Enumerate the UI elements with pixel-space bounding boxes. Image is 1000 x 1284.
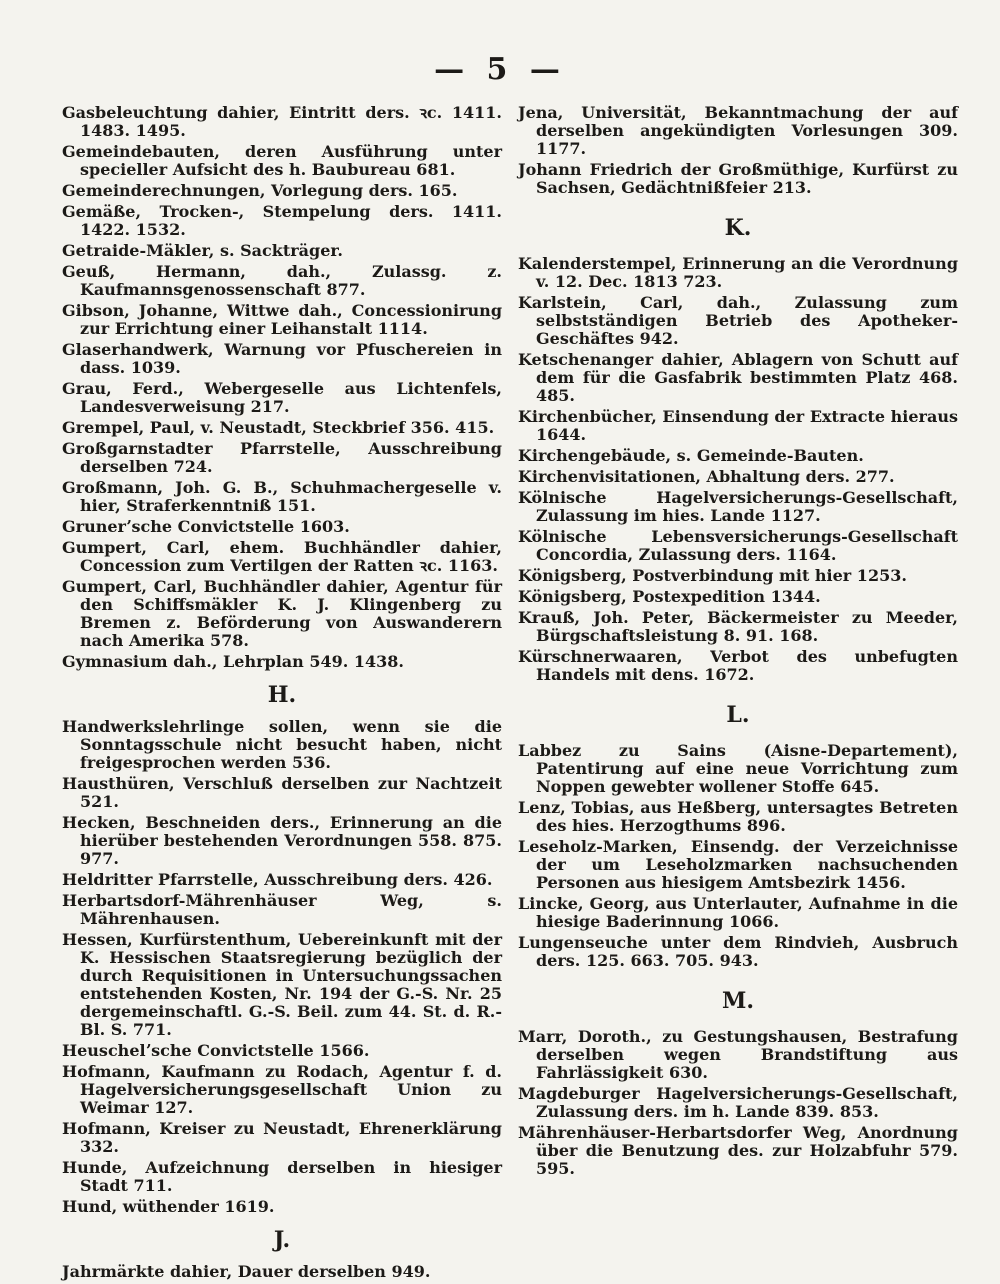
index-entry: Kürschnerwaaren, Verbot des unbefugten Handels mit dens. 1672. — [518, 647, 958, 684]
index-entry: Kölnische Hagelversicherungs-Gesellschaft, Zulassung im hies. Lande 1127. — [518, 488, 958, 525]
index-entry: Hausthüren, Verschluß derselben zur Nachtzeit 521. — [62, 774, 502, 811]
index-entry: Magdeburger Hagelversicherungs-Gesellschaft, Zulassung ders. im h. Lande 839. 853. — [518, 1084, 958, 1121]
index-entry: Gemeinderechnungen, Vorlegung ders. 165. — [62, 181, 458, 200]
index-entry: Grau, Ferd., Webergeselle aus Lichtenfels, Landesverweisung 217. — [62, 379, 502, 416]
index-entry: Großgarnstadter Pfarrstelle, Ausschreibung derselben 724. — [62, 439, 502, 476]
index-entry: Gemäße, Trocken-, Stempelung ders. 1411. 1422. 1532. — [62, 202, 502, 239]
section-heading-l: L. — [726, 702, 750, 728]
index-entry: Hunde, Aufzeichnung derselben in hiesiger Stadt 711. — [62, 1158, 502, 1195]
left-column — [62, 104, 502, 1284]
index-entry: Jena, Universität, Bekanntmachung der auf derselben angekündigten Vorlesungen 309. 1177. — [518, 103, 958, 158]
index-entry: Lenz, Tobias, aus Heßberg, untersagtes Betreten des hies. Herzogthums 896. — [518, 798, 958, 835]
index-entry: Königsberg, Postverbindung mit hier 1253. — [518, 566, 907, 585]
j-continued-entries — [518, 104, 958, 197]
m-entries — [518, 1028, 958, 1178]
index-entry: Leseholz-Marken, Einsendg. der Verzeichnisse der um Leseholzmarken nachsuchenden Personen aus hiesigem Amtsbezirk 1456. — [518, 837, 958, 892]
index-entry: Hofmann, Kreiser zu Neustadt, Ehrenerklärung 332. — [62, 1119, 502, 1156]
index-entry: Heldritter Pfarrstelle, Ausschreibung ders. 426. — [62, 870, 493, 889]
index-entry: Lincke, Georg, aus Unterlauter, Aufnahme in die hiesige Baderinnung 1066. — [518, 894, 958, 931]
index-entry: Lungenseuche unter dem Rindvieh, Ausbruch ders. 125. 663. 705. 943. — [518, 933, 958, 970]
section-heading-k: K. — [724, 215, 752, 241]
index-entry: Großmann, Joh. G. B., Schuhmachergeselle v. hier, Straferkenntniß 151. — [62, 478, 502, 515]
index-entry: Heuschelʼsche Convictstelle 1566. — [62, 1041, 370, 1060]
index-entry: Gymnasium dah., Lehrplan 549. 1438. — [62, 652, 404, 671]
index-entry: Geuß, Hermann, dah., Zulassg. z. Kaufmannsgenossenschaft 877. — [62, 262, 502, 299]
index-entry: Gumpert, Carl, ehem. Buchhändler dahier, Concession zum Vertilgen der Ratten ꝛc. 1163. — [62, 538, 502, 575]
index-entry: Handwerkslehrlinge sollen, wenn sie die Sonntagsschule nicht besucht haben, nicht freigesprochen werden 536. — [62, 717, 502, 772]
index-entry: Gemeindebauten, deren Ausführung unter specieller Aufsicht des h. Baubureau 681. — [62, 142, 502, 179]
index-entry: Kirchenbücher, Einsendung der Extracte hieraus 1644. — [518, 407, 958, 444]
index-entry: Gibson, Johanne, Wittwe dah., Concessionirung zur Errichtung einer Leihanstalt 1114. — [62, 301, 502, 338]
index-entry: Glaserhandwerk, Warnung vor Pfuschereien in dass. 1039. — [62, 340, 502, 377]
index-entry: Mährenhäuser-Herbartsdorfer Weg, Anordnung über die Benutzung des. zur Holzabfuhr 579. 595. — [518, 1123, 958, 1178]
index-entry: Kirchenvisitationen, Abhaltung ders. 277. — [518, 467, 895, 486]
index-entry: Ketschenanger dahier, Ablagern von Schutt auf dem für die Gasfabrik bestimmten Platz 468. 485. — [518, 350, 958, 405]
j-entries — [62, 1263, 502, 1281]
index-entry: Kölnische Lebensversicherungs-Gesellschaft Concordia, Zulassung ders. 1164. — [518, 527, 958, 564]
index-entry: Grunerʼsche Convictstelle 1603. — [62, 517, 350, 536]
page-number: — 5 — — [434, 52, 566, 87]
index-entry: Herbartsdorf-Mährenhäuser Weg, s. Mährenhausen. — [62, 891, 502, 928]
index-entry: Kirchengebäude, s. Gemeinde-Bauten. — [518, 446, 864, 465]
g-entries — [62, 104, 502, 671]
index-entry: Hofmann, Kaufmann zu Rodach, Agentur f. d. Hagelversicherungsgesellschaft Union zu Weimar 127. — [62, 1062, 502, 1117]
right-column — [518, 104, 958, 1181]
index-entry: Kalenderstempel, Erinnerung an die Verordnung v. 12. Dec. 1813 723. — [518, 254, 958, 291]
index-entry: Labbez zu Sains (Aisne-Departement), Patentirung auf eine neue Vorrichtung zum Noppen gewebter wollener Stoffe 645. — [518, 741, 958, 796]
index-entry: Hecken, Beschneiden ders., Erinnerung an die hierüber bestehenden Verordnungen 558. 875. 977. — [62, 813, 502, 868]
section-heading-m: M. — [721, 988, 754, 1014]
index-entry: Marr, Doroth., zu Gestungshausen, Bestrafung derselben wegen Brandstiftung aus Fahrlässigkeit 630. — [518, 1027, 958, 1082]
section-heading-h: H. — [267, 682, 297, 708]
index-entry: Getraide-Mäkler, s. Sackträger. — [62, 241, 343, 260]
section-heading-j: J. — [273, 1227, 291, 1253]
index-entry: Hessen, Kurfürstenthum, Uebereinkunft mit der K. Hessischen Staatsregierung bezüglich der durch Requisitionen in Untersuchungssachen entstehenden Kosten, Nr. 194 der G.-S. Nr. 25 dergemeinschaftl. G.-S. Beil. zum 44. St. d. R.-Bl. S. 771. — [62, 930, 502, 1039]
index-entry: Königsberg, Postexpedition 1344. — [518, 587, 821, 606]
h-entries — [62, 718, 502, 1216]
index-entry: Jahrmärkte dahier, Dauer derselben 949. — [62, 1262, 431, 1281]
index-entry: Gasbeleuchtung dahier, Eintritt ders. ꝛc. 1411. 1483. 1495. — [62, 103, 502, 140]
index-entry: Karlstein, Carl, dah., Zulassung zum selbstständigen Betrieb des Apotheker-Geschäftes 942. — [518, 293, 958, 348]
index-entry: Krauß, Joh. Peter, Bäckermeister zu Meeder, Bürgschaftsleistung 8. 91. 168. — [518, 608, 958, 645]
index-entry: Grempel, Paul, v. Neustadt, Steckbrief 356. 415. — [62, 418, 495, 437]
index-entry: Gumpert, Carl, Buchhändler dahier, Agentur für den Schiffsmäkler K. J. Klingenberg zu Bremen z. Beförderung von Auswanderern nach Amerika 578. — [62, 577, 502, 650]
index-entry: Johann Friedrich der Großmüthige, Kurfürst zu Sachsen, Gedächtnißfeier 213. — [518, 160, 958, 197]
k-entries — [518, 255, 958, 684]
l-entries — [518, 742, 958, 970]
index-entry: Hund, wüthender 1619. — [62, 1197, 275, 1216]
